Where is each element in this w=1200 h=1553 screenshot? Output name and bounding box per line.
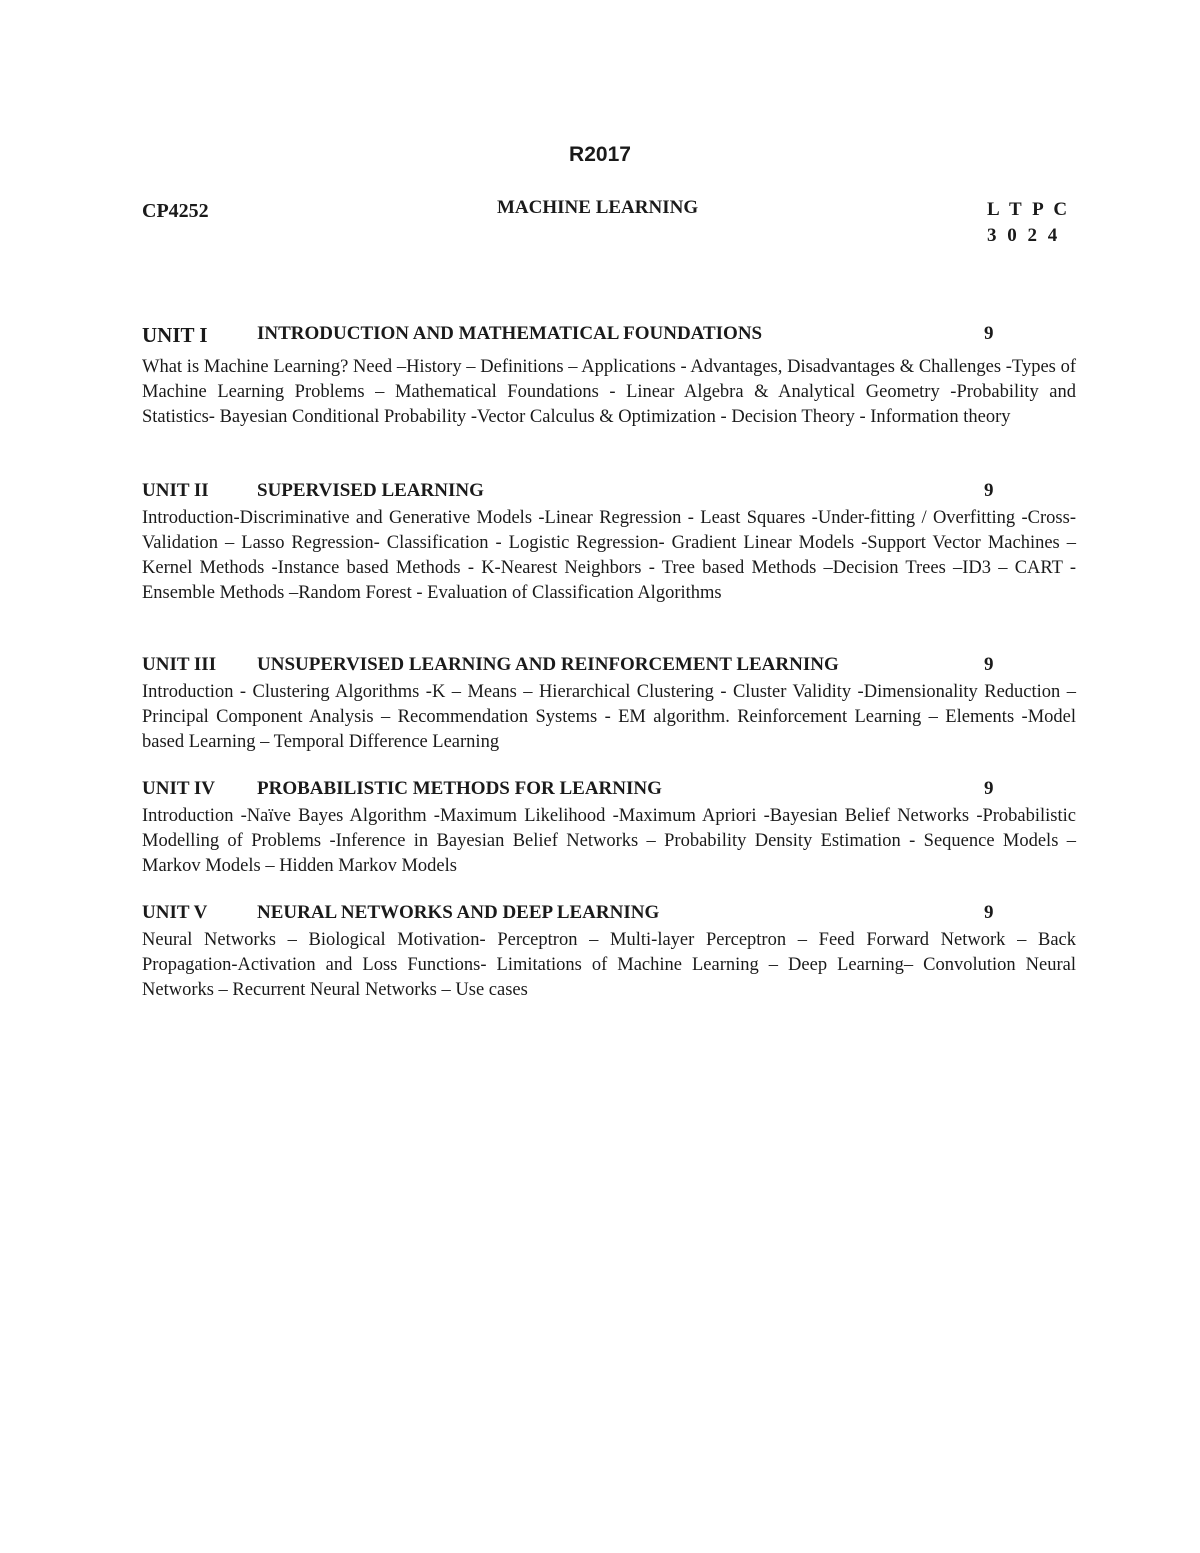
unit-section	[142, 323, 1076, 430]
unit-label: UNIT I	[142, 323, 208, 347]
unit-section	[142, 778, 1076, 879]
unit-section	[142, 654, 1076, 755]
unit-content: Neural Networks – Biological Motivation- Perceptron – Multi-layer Perceptron – Feed Forward Network – Back Propagation-Activation and Loss Functions- Limitations of Machine Learning – Deep Learning– Convolution Neural Networks – Recurrent Neural Networks – Use cases	[142, 930, 1076, 1000]
unit-header	[142, 654, 1076, 680]
unit-section	[142, 480, 1076, 606]
unit-label: UNIT III	[142, 654, 217, 675]
unit-title: INTRODUCTION AND MATHEMATICAL FOUNDATIONS	[257, 323, 763, 344]
course-code: CP4252	[142, 200, 209, 222]
unit-content: Introduction-Discriminative and Generative Models -Linear Regression - Least Squares -Under-fitting / Overfitting -Cross-Validation – Lasso Regression- Classification - Logistic Regression- Gradient Linear Models -Support Vector Machines –Kernel Methods -Instance based Methods - K-Nearest Neighbors - Tree based Methods –Decision Trees –ID3 – CART - Ensemble Methods –Random Forest - Evaluation of Classification Algorithms	[142, 508, 1076, 603]
unit-header	[142, 323, 1076, 355]
unit-header	[142, 902, 1076, 928]
unit-label: UNIT II	[142, 480, 209, 501]
unit-title: NEURAL NETWORKS AND DEEP LEARNING	[257, 902, 660, 923]
unit-label: UNIT IV	[142, 778, 216, 799]
unit-hours: 9	[984, 778, 994, 799]
unit-content: Introduction -Naïve Bayes Algorithm -Maximum Likelihood -Maximum Apriori -Bayesian Belief Networks -Probabilistic Modelling of Problems -Inference in Bayesian Belief Networks – Probability Density Estimation - Sequence Models – Markov Models – Hidden Markov Models	[142, 806, 1076, 876]
unit-hours: 9	[984, 654, 994, 675]
course-header	[142, 197, 1076, 257]
unit-content: Introduction - Clustering Algorithms -K – Means – Hierarchical Clustering - Cluster Validity -Dimensionality Reduction –Principal Component Analysis – Recommendation Systems - EM algorithm. Reinforcement Learning – Elements -Model based Learning – Temporal Difference Learning	[142, 682, 1076, 752]
ltpc-label: L T P C	[987, 199, 1071, 220]
ltpc-block	[987, 197, 1070, 249]
unit-title: UNSUPERVISED LEARNING AND REINFORCEMENT LEARNING	[257, 654, 839, 675]
unit-header	[142, 778, 1076, 804]
unit-hours: 9	[984, 480, 994, 501]
unit-section	[142, 902, 1076, 1003]
ltpc-values: 3 0 2 4	[987, 225, 1061, 246]
regulation-heading: R2017	[569, 143, 631, 166]
unit-title: PROBABILISTIC METHODS FOR LEARNING	[257, 778, 662, 799]
course-title: MACHINE LEARNING	[497, 197, 699, 218]
unit-header	[142, 480, 1076, 506]
unit-content: What is Machine Learning? Need –History – Definitions – Applications - Advantages, Disadvantages & Challenges -Types of Machine Learning Problems – Mathematical Foundations - Linear Algebra & Analytical Geometry -Probability and Statistics- Bayesian Conditional Probability -Vector Calculus & Optimization - Decision Theory - Information theory	[142, 357, 1076, 427]
unit-title: SUPERVISED LEARNING	[257, 480, 484, 501]
unit-hours: 9	[984, 902, 994, 923]
unit-hours: 9	[984, 323, 994, 344]
unit-label: UNIT V	[142, 902, 208, 923]
